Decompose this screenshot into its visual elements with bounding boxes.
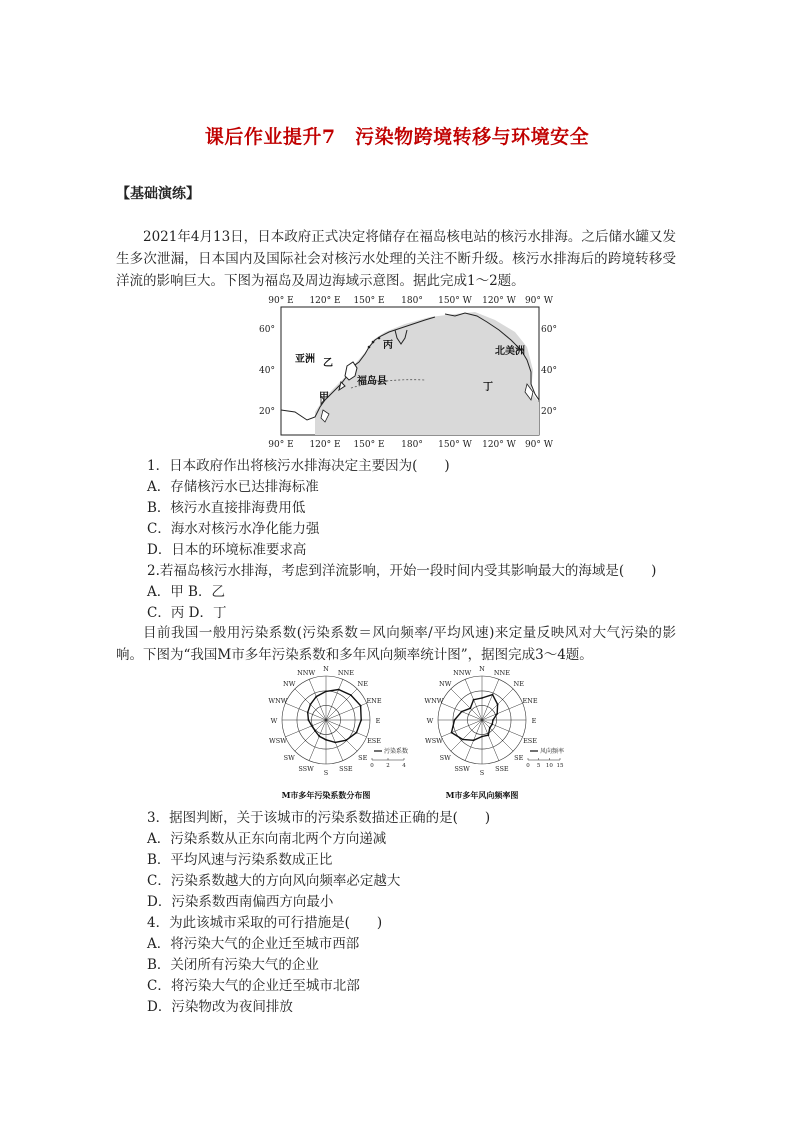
legend-label: 风向频率 (540, 748, 565, 755)
rose-direction-label: S (323, 769, 329, 777)
map-bottom-lon: 180° (401, 440, 423, 450)
scale-label: 0 (370, 763, 374, 769)
rose-direction-label: NW (439, 680, 452, 689)
rose-data-point (338, 689, 340, 691)
rose-data-point (334, 742, 336, 744)
rose-data-point (462, 739, 464, 741)
rose-data-point (315, 696, 317, 698)
rose-direction-label: SW (283, 753, 295, 762)
scale-label: 15 (556, 763, 564, 769)
rose-data-point (325, 691, 327, 693)
scale-label: 10 (545, 763, 553, 769)
scale-label: 5 (536, 763, 541, 769)
q2-option: A．甲 B．乙 (147, 584, 225, 600)
rose-direction-label: NW (283, 680, 296, 689)
rose-spoke (326, 689, 357, 720)
map-top-lon: 120° W (482, 296, 516, 306)
rose-direction-label: SSW (298, 765, 314, 774)
rose-data-point (496, 713, 498, 715)
label-asia: 亚洲 (295, 354, 315, 365)
label-yi: 乙 (323, 358, 333, 369)
rose-direction-label: N (479, 665, 485, 673)
wind-frequency-rose-chart (414, 664, 564, 804)
label-fukushima: 福岛县 (357, 376, 387, 387)
rose-data-point (308, 719, 310, 721)
rose-spoke (451, 689, 482, 720)
map-lat-left: 40° (259, 366, 275, 376)
rose-data-point (481, 697, 483, 699)
rose-data-point (489, 727, 491, 729)
rose-direction-label: NE (357, 680, 368, 689)
q1-option: B．核污水直接排海费用低 (147, 500, 306, 516)
rose-direction-label: WSW (269, 736, 287, 745)
q2-option: C．丙 D．丁 (147, 605, 227, 621)
rose-data-point (487, 734, 489, 736)
rose-direction-label: WSW (425, 736, 443, 745)
intro-paragraph-1: 2021年4月13日，日本政府正式决定将储存在福岛核电站的核污水排海。之后储水罐又发生多次泄漏，日本国内及国际社会对核污水处理的关注不断升级。核污水排海后的跨境转移受洋流的影响巨大。下图为福岛及周边海域示意图。据此完成1～2题。 (116, 229, 676, 289)
rose-data-point (307, 712, 309, 714)
label-bing: 丙 (383, 340, 393, 351)
rose-data-point (311, 725, 313, 727)
q3-option: B．平均风速与污染系数成正比 (147, 852, 333, 868)
map-bottom-lon: 150° E (353, 440, 385, 450)
label-north-america: 北美洲 (495, 346, 525, 357)
rose-direction-label: SSE (339, 765, 353, 774)
rose-data-point (491, 723, 493, 725)
rose-data-point (325, 739, 327, 741)
q1-option: C．海水对核污水净化能力强 (147, 521, 320, 537)
map-lat-left: 20° (259, 407, 275, 417)
rose-data-point (497, 704, 499, 706)
rose-direction-label: NNW (297, 668, 316, 677)
rose-direction-label: SW (439, 753, 451, 762)
legend-label: 污染系数 (384, 748, 409, 755)
label-jia: 甲 (319, 392, 329, 403)
rose-direction-label: SE (514, 753, 524, 762)
rose-data-point (451, 732, 453, 734)
rose-direction-label: ENE (522, 697, 538, 706)
rose-data-point (345, 739, 347, 741)
page-title: 课后作业提升7 污染物跨境转移与环境安全 (204, 126, 590, 148)
scale-label: 0 (526, 763, 530, 769)
q4-option: B．关闭所有污染大气的企业 (147, 957, 319, 973)
rose-direction-label: W (426, 717, 434, 725)
rose-direction-label: ENE (366, 697, 382, 706)
rose-data-point (473, 739, 475, 741)
rose-direction-label: ESE (367, 736, 382, 745)
map-bottom-lon: 90° W (524, 440, 554, 450)
label-ding: 丁 (483, 382, 493, 393)
q4-option: C．将污染大气的企业迁至城市北部 (147, 978, 360, 994)
rose-direction-label: E (375, 717, 381, 725)
rose-data-point (469, 707, 471, 709)
chart-caption: M市多年污染系数分布图 (281, 790, 371, 800)
map-lat-right: 60° (541, 325, 557, 335)
rose-direction-label: WNW (424, 697, 444, 706)
rose-direction-label: NE (513, 680, 524, 689)
q4-stem: 4．为此该城市采取的可行措施是( ) (147, 915, 383, 931)
q3-option: D．污染系数西南偏西方向最小 (147, 894, 334, 910)
map-bottom-lon: 120° W (482, 440, 516, 450)
map-top-lon: 180° (401, 296, 423, 306)
rose-data-point (360, 705, 362, 707)
q3-stem: 3．据图判断，关于该城市的污染系数描述正确的是( ) (147, 810, 491, 826)
map-lat-right: 40° (541, 366, 557, 376)
rose-data-point (473, 699, 475, 701)
rose-direction-label: E (531, 717, 537, 725)
map-bottom-lon: 150° W (438, 440, 472, 450)
map-top-lon: 120° E (309, 296, 341, 306)
rose-data-point (318, 735, 320, 737)
rose-data-point (310, 704, 312, 706)
pacific-map (255, 292, 555, 450)
q1-stem: 1．日本政府作出将核污水排海决定主要因为( ) (147, 458, 450, 474)
rose-direction-label: SE (358, 753, 368, 762)
rose-data-point (492, 719, 494, 721)
rose-direction-label: N (323, 665, 329, 673)
rose-direction-label: NNE (337, 668, 354, 677)
rose-direction-label: WNW (268, 697, 288, 706)
q2-stem: 2.若福岛核污水排海，考虑到洋流影响，开始一段时间内受其影响最大的海域是( ) (147, 563, 657, 579)
intro-paragraph-2: 目前我国一般用污染系数(污染系数＝风向频率/平均风速)来定量反映风对大气污染的影响。下图为“我国M市多年污染系数和多年风向频率统计图”，据图完成3～4题。 (116, 625, 676, 663)
rose-data-point (481, 736, 483, 738)
rose-data-point (454, 719, 456, 721)
rose-direction-label: W (270, 717, 278, 725)
rose-data-point (350, 694, 352, 696)
map-bottom-lon: 90° E (268, 440, 294, 450)
map-top-lon: 150° W (438, 296, 472, 306)
rose-direction-label: SSW (454, 765, 470, 774)
map-top-lon: 90° E (268, 296, 294, 306)
q4-option: A．将污染大气的企业迁至城市西部 (147, 936, 360, 952)
rose-direction-label: NNW (453, 668, 472, 677)
rose-direction-label: SSE (495, 765, 509, 774)
map-lat-right: 20° (541, 407, 557, 417)
map-bottom-lon: 120° E (309, 440, 341, 450)
rose-data-point (461, 711, 463, 713)
rose-data-point (492, 694, 494, 696)
q3-option: C．污染系数越大的方向风向频率必定越大 (147, 873, 401, 889)
scale-label: 4 (402, 763, 406, 769)
scale-label: 2 (386, 763, 390, 769)
map-top-lon: 90° W (524, 296, 554, 306)
pollution-rose-chart (258, 664, 408, 804)
section-heading: 【基础演练】 (116, 186, 200, 202)
chart-caption: M市多年风向频率图 (445, 790, 519, 800)
q3-option: A．污染系数从正东向南北两个方向递减 (147, 831, 387, 847)
rose-direction-label: ESE (523, 736, 538, 745)
q1-option: D．日本的环境标准要求高 (147, 542, 307, 558)
map-top-lon: 150° E (353, 296, 385, 306)
q4-option: D．污染物改为夜间排放 (147, 999, 293, 1015)
rose-data-point (356, 732, 358, 734)
q1-option: A．存储核污水已达排海标准 (147, 479, 319, 495)
rose-data-point (314, 730, 316, 732)
rose-direction-label: NNE (493, 668, 510, 677)
rose-direction-label: S (479, 769, 485, 777)
rose-data-point (360, 719, 362, 721)
map-lat-left: 60° (259, 325, 275, 335)
